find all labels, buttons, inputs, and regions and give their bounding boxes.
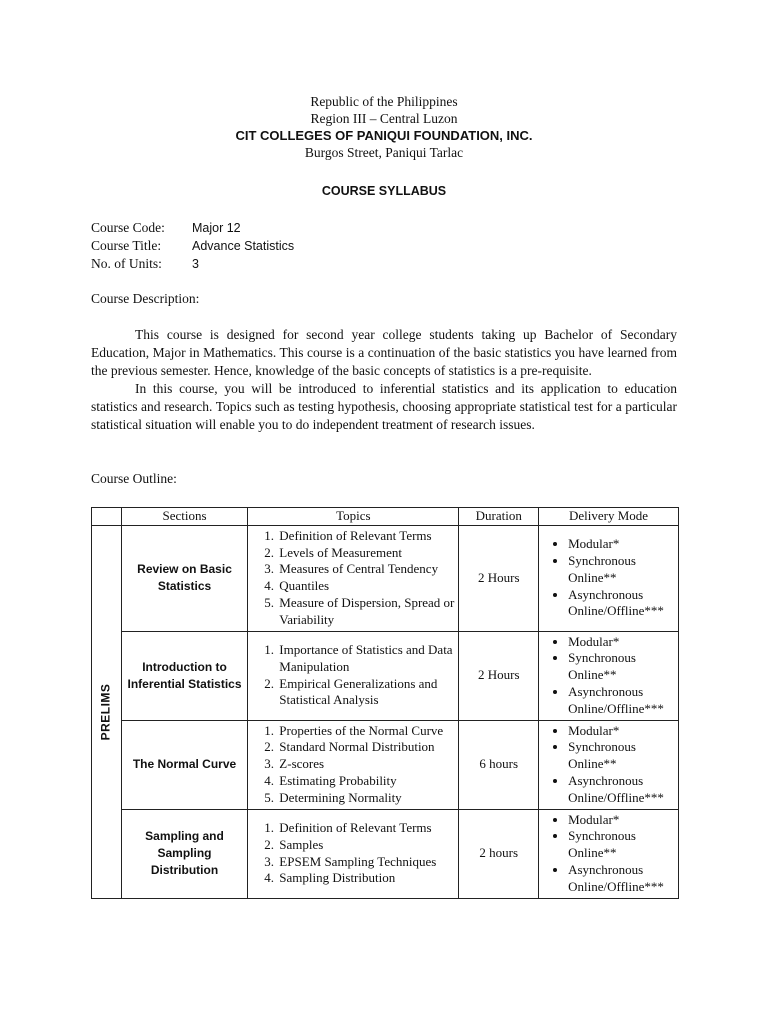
section-name: Sampling and Sampling Distribution: [121, 809, 248, 898]
topic-item: 2. Levels of Measurement: [277, 545, 457, 562]
outline-label: Course Outline:: [91, 471, 177, 486]
delivery-mode-item: • Modular*: [568, 723, 677, 740]
delivery-mode-cell: [539, 631, 679, 720]
topics-list: [249, 722, 457, 808]
course-code-label: Course Code:: [91, 220, 165, 235]
table-row: [92, 525, 679, 631]
description-paragraph-1: This course is designed for second year college students taking up Bachelor of Secondary Education, Major in Mathematics. This course is a continuation of the basic statistics you have learned from the previous semester. Hence, knowledge of the basic concepts of statistics is a pre-requisite.: [91, 327, 677, 378]
header-period: [92, 508, 122, 526]
delivery-mode-list: [540, 633, 677, 719]
topic-item: 5. Measure of Dispersion, Spread or Variability: [277, 595, 457, 629]
topic-item: 2. Samples: [277, 837, 457, 854]
topics-cell: [248, 525, 459, 631]
header-line-region: Region III – Central Luzon: [310, 111, 458, 126]
topic-item: 3. Z-scores: [277, 756, 457, 773]
course-description: [91, 326, 677, 434]
units-label: No. of Units:: [91, 256, 162, 271]
topic-item: 1. Definition of Relevant Terms: [277, 528, 457, 545]
section-name: Introduction to Inferential Statistics: [121, 631, 248, 720]
description-paragraph-2: In this course, you will be introduced to inferential statistics and its application to education statistics and research. Topics such as testing hypothesis, choosing appropriate statistical test for a particular statistical situation will enable you to do independent treatment of research issues.: [91, 381, 677, 432]
topic-item: 2. Standard Normal Distribution: [277, 739, 457, 756]
delivery-mode-item: • Asynchronous Online/Offline***: [568, 587, 677, 621]
delivery-mode-item: • Asynchronous Online/Offline***: [568, 684, 677, 718]
institution-address: Burgos Street, Paniqui Tarlac: [304, 145, 464, 160]
topics-list: [249, 527, 457, 630]
header-delivery-mode: Delivery Mode: [539, 508, 679, 526]
delivery-mode-list: [540, 535, 677, 621]
topic-item: 4. Estimating Probability: [277, 773, 457, 790]
delivery-mode-item: • Asynchronous Online/Offline***: [568, 773, 677, 807]
document-header: [0, 93, 768, 161]
period-label: PRELIMS: [98, 683, 113, 741]
units-row: [91, 255, 294, 273]
table-header-row: [92, 508, 679, 526]
delivery-mode-list: [540, 811, 677, 897]
delivery-mode-item: • Modular*: [568, 536, 677, 553]
delivery-mode-cell: [539, 525, 679, 631]
description-label: Course Description:: [91, 291, 200, 306]
course-title-row: [91, 237, 294, 255]
duration-cell: 6 hours: [459, 720, 539, 809]
topic-item: 4. Quantiles: [277, 578, 457, 595]
delivery-mode-item: • Synchronous Online**: [568, 650, 677, 684]
delivery-mode-item: • Modular*: [568, 812, 677, 829]
course-code-row: [91, 219, 294, 237]
delivery-mode-cell: [539, 720, 679, 809]
topic-item: 1. Properties of the Normal Curve: [277, 723, 457, 740]
delivery-mode-item: • Synchronous Online**: [568, 739, 677, 773]
topics-list: [249, 641, 457, 710]
header-sections: Sections: [121, 508, 248, 526]
duration-cell: 2 Hours: [459, 525, 539, 631]
topics-cell: [248, 809, 459, 898]
document-title: COURSE SYLLABUS: [321, 184, 447, 198]
course-title-label: Course Title:: [91, 238, 162, 253]
header-line-republic: Republic of the Philippines: [310, 94, 458, 109]
course-info: [91, 219, 294, 273]
topic-item: 4. Sampling Distribution: [277, 870, 457, 887]
table-row: [92, 631, 679, 720]
topic-item: 3. EPSEM Sampling Techniques: [277, 854, 457, 871]
institution-name: CIT COLLEGES OF PANIQUI FOUNDATION, INC.: [235, 128, 533, 143]
header-topics: Topics: [248, 508, 459, 526]
topic-item: 1. Importance of Statistics and Data Manipulation: [277, 642, 457, 676]
section-name: Review on Basic Statistics: [121, 525, 248, 631]
duration-cell: 2 Hours: [459, 631, 539, 720]
period-cell: [92, 525, 122, 898]
course-code-value: Major 12: [192, 221, 241, 235]
header-duration: Duration: [459, 508, 539, 526]
topics-list: [249, 819, 457, 888]
topic-item: 5. Determining Normality: [277, 790, 457, 807]
course-outline-table: [91, 507, 679, 899]
delivery-mode-item: • Synchronous Online**: [568, 828, 677, 862]
topics-cell: [248, 631, 459, 720]
units-value: 3: [192, 257, 199, 271]
delivery-mode-item: • Modular*: [568, 634, 677, 651]
duration-cell: 2 hours: [459, 809, 539, 898]
topic-item: 3. Measures of Central Tendency: [277, 561, 457, 578]
delivery-mode-cell: [539, 809, 679, 898]
delivery-mode-list: [540, 722, 677, 808]
delivery-mode-item: • Synchronous Online**: [568, 553, 677, 587]
delivery-mode-item: • Asynchronous Online/Offline***: [568, 862, 677, 896]
section-name: The Normal Curve: [121, 720, 248, 809]
table-row: [92, 809, 679, 898]
topics-cell: [248, 720, 459, 809]
topic-item: 2. Empirical Generalizations and Statistical Analysis: [277, 676, 457, 710]
table-row: [92, 720, 679, 809]
topic-item: 1. Definition of Relevant Terms: [277, 820, 457, 837]
course-title-value: Advance Statistics: [192, 239, 295, 253]
